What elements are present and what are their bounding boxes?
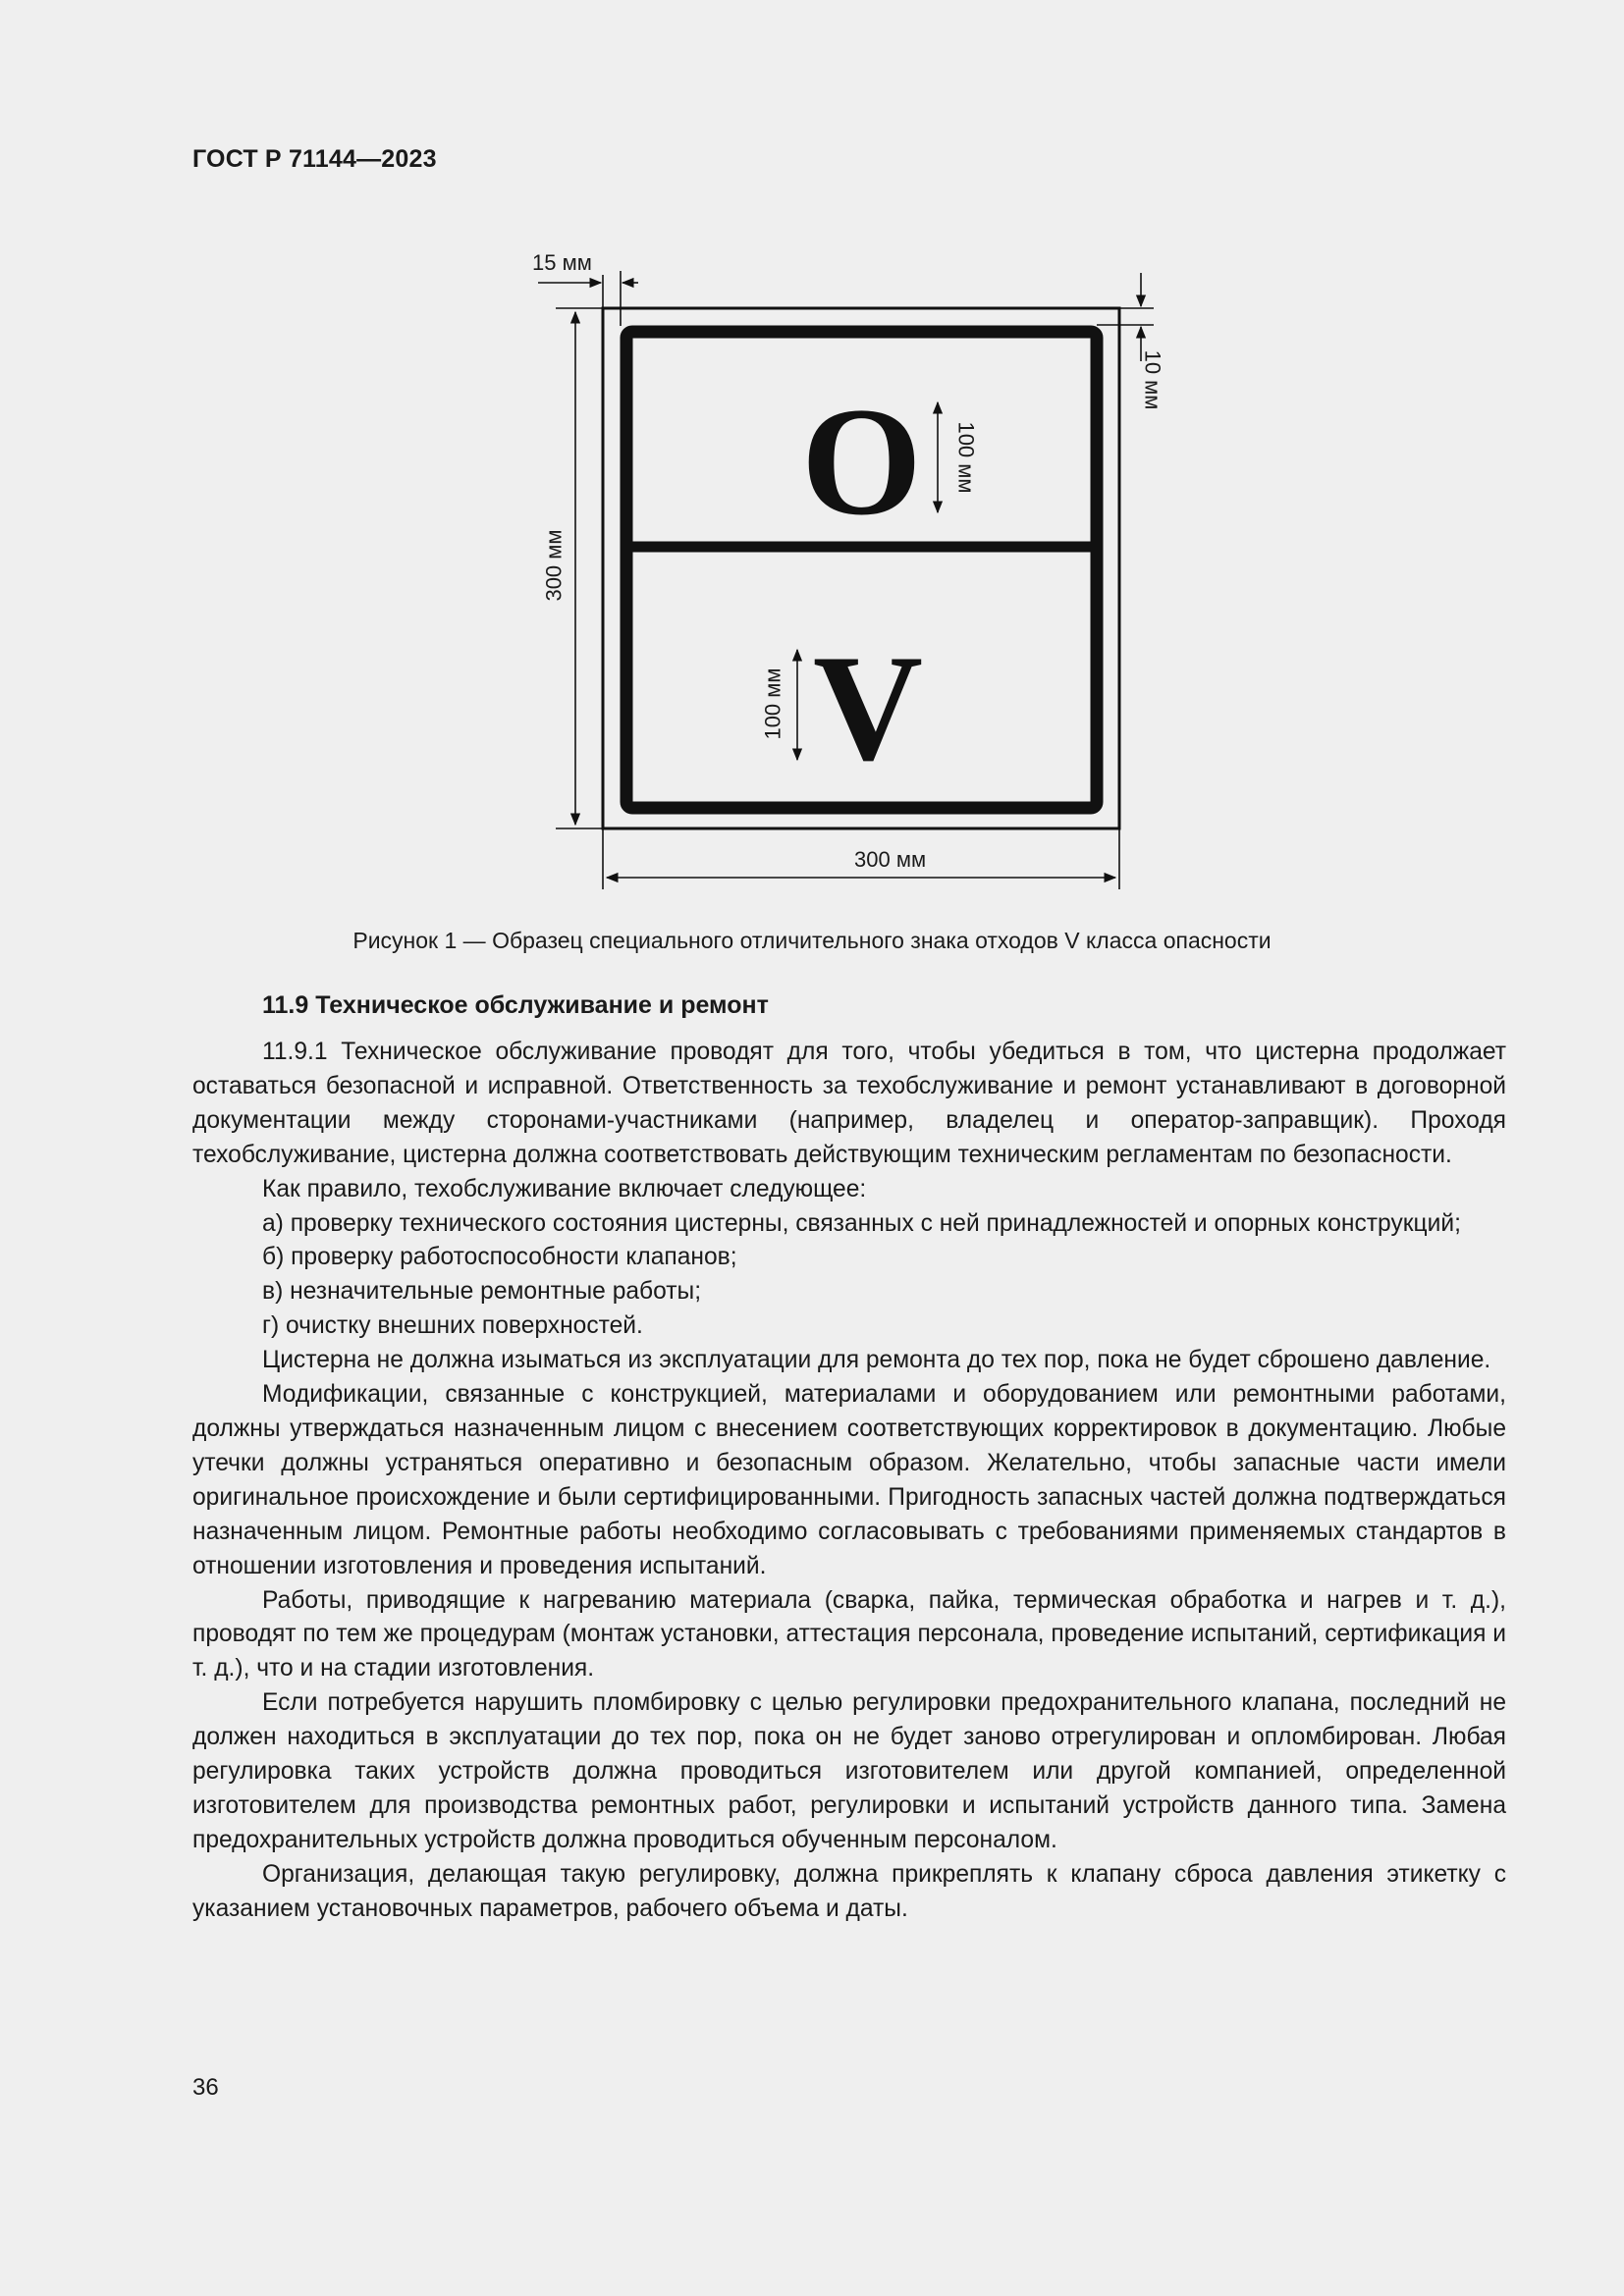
dim-label-10mm: 10 мм bbox=[1140, 349, 1165, 410]
paragraph: 11.9.1 Техническое обслуживание проводят для того, чтобы убедиться в том, что цистерна продолжает оставаться безопасной и исправной. Ответственность за техобслуживание и ремонт устанавливают в договорной документации между сторонами-участниками (например, владелец и оператор-заправщик). Проходя техобслуживание, цистерна должна соответствовать действующим техническим регламентам по безопасности. bbox=[192, 1039, 1506, 1168]
dim-label-300mm-height: 300 мм bbox=[541, 529, 567, 602]
dim-label-100mm-v: 100 мм bbox=[760, 667, 785, 740]
paragraph: Работы, приводящие к нагреванию материала (сварка, пайка, термическая обработка и нагрев и т. д.), проводят по тем же процедурам (монтаж установки, аттестация персонала, проведение испытаний, сертификация и т. д.), что и на стадии изготовления. bbox=[192, 1586, 1506, 1682]
paragraph: Если потребуется нарушить пломбировку с целью регулировки предохранительного клапана, последний не должен находиться в эксплуатации до тех пор, пока он не будет заново отрегулирован и опломбирован. Любая регулировка таких устройств должна проводиться изготовителем или другой компанией, определенной изготовителем для производства ремонтных работ, регулировки и испытаний устройств данного типа. Замена предохранительных устройств должна проводиться обученным персоналом. bbox=[192, 1689, 1506, 1853]
list-item: а) проверку технического состояния цистерны, связанных с ней принадлежностей и опорных конструкций; bbox=[262, 1209, 1461, 1237]
sign-letter-o: O bbox=[801, 376, 922, 548]
section-body bbox=[192, 1036, 1506, 1927]
paragraph: Организация, делающая такую регулировку, должна прикреплять к клапану сброса давления этикетку с указанием установочных параметров, рабочего объема и даты. bbox=[192, 1860, 1506, 1922]
section-heading: 11.9 Техническое обслуживание и ремонт bbox=[262, 991, 769, 1019]
document-header: ГОСТ Р 71144—2023 bbox=[192, 145, 437, 173]
figure-caption: Рисунок 1 — Образец специального отличительного знака отходов V класса опасности bbox=[352, 928, 1272, 953]
dim-label-100mm-o: 100 мм bbox=[953, 421, 979, 494]
paragraph: Как правило, техобслуживание включает следующее: bbox=[262, 1175, 867, 1202]
paragraph: Модификации, связанные с конструкцией, материалами и оборудованием или ремонтными работами, должны утверждаться назначенным лицом с внесением соответствующих корректировок в документацию. Любые утечки должны устраняться оперативно и безопасным образом. Желательно, чтобы запасные части имели оригинальное происхождение и были сертифицированными. Пригодность запасных частей должна подтверждаться назначенным лицом. Ремонтные работы необходимо согласовывать с требованиями применяемых стандартов в отношении изготовления и проведения испытаний. bbox=[192, 1381, 1506, 1579]
dim-label-300mm-width: 300 мм bbox=[854, 847, 927, 872]
list-item: б) проверку работоспособности клапанов; bbox=[262, 1244, 737, 1271]
hazard-sign-figure bbox=[0, 0, 1624, 982]
paragraph: Цистерна не должна изыматься из эксплуатации для ремонта до тех пор, пока не будет сброшено давление. bbox=[262, 1347, 1491, 1374]
list-item: г) очистку внешних поверхностей. bbox=[262, 1312, 643, 1340]
list-item: в) незначительные ремонтные работы; bbox=[262, 1278, 702, 1306]
sign-letter-v: V bbox=[813, 623, 923, 792]
dim-label-15mm: 15 мм bbox=[532, 250, 592, 275]
page-number: 36 bbox=[192, 2074, 219, 2101]
